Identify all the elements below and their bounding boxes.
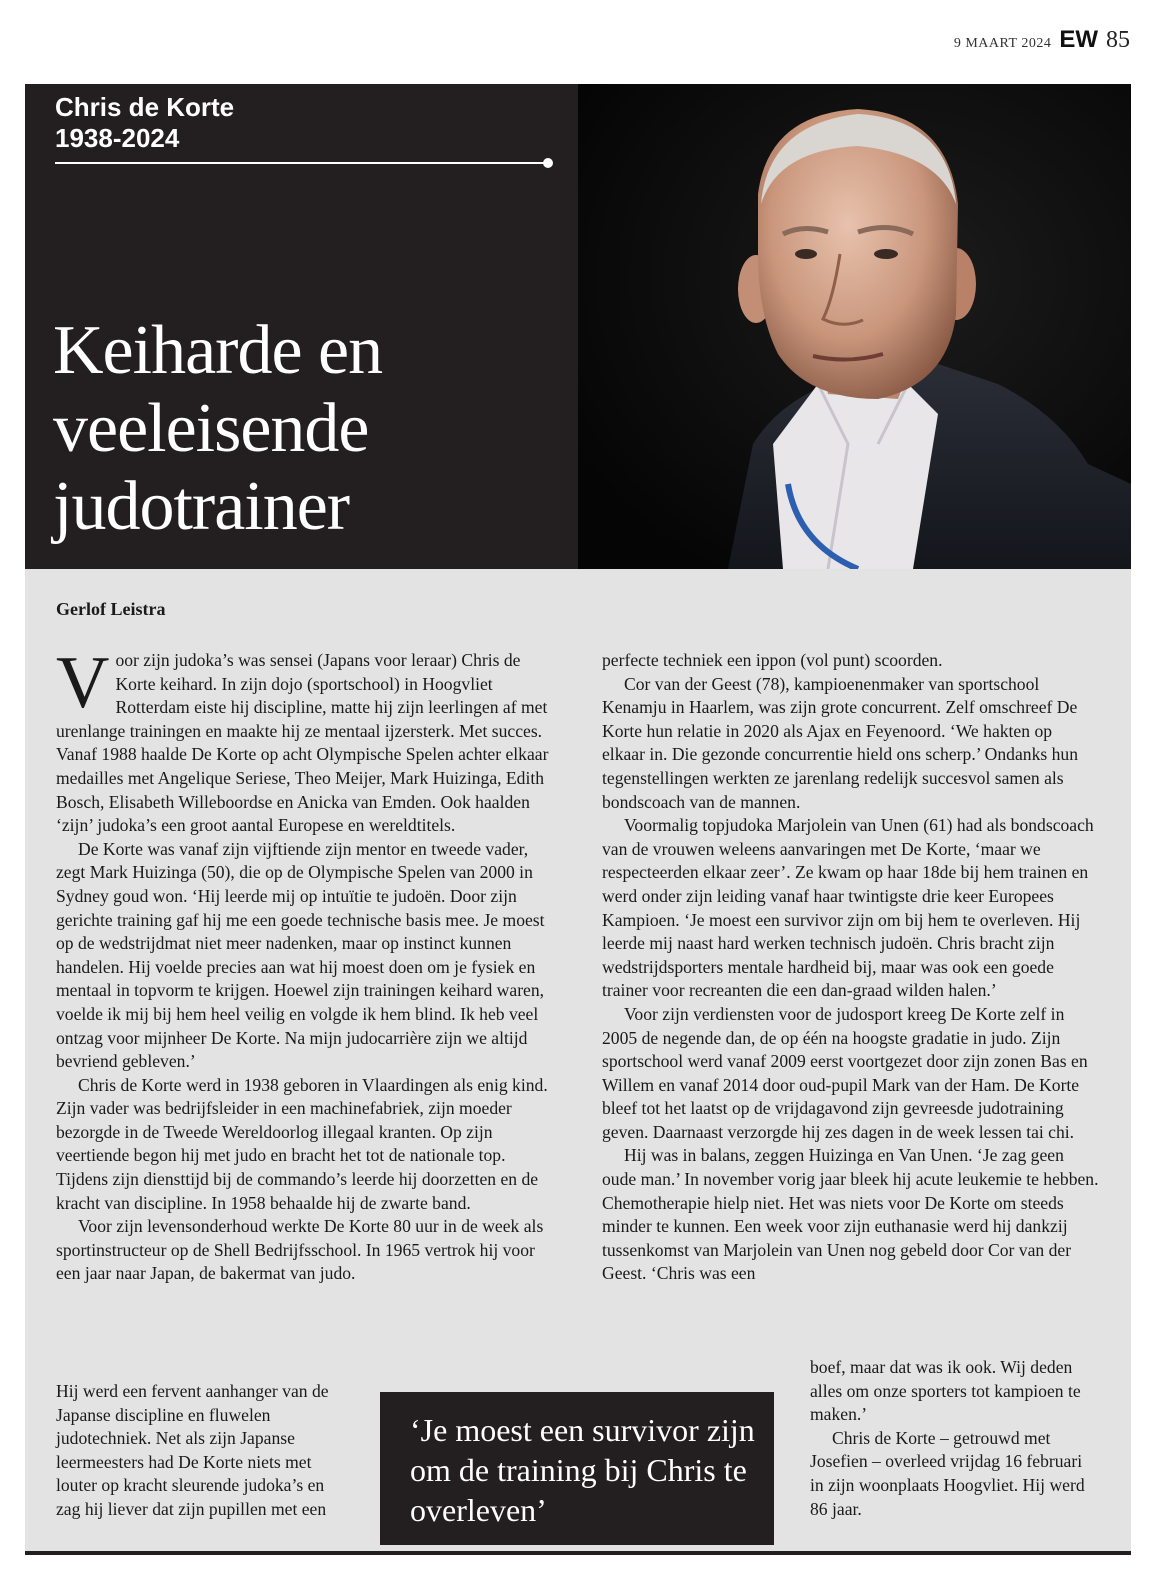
paragraph xyxy=(56,642,549,838)
column-left xyxy=(56,642,549,1286)
byline: Gerlof Leistra xyxy=(56,599,166,619)
paragraph: Voor zijn levensonderhoud werkte De Korte 80 uur in de week als sportinstructeur op de Shell Bedrijfsschool. In 1965 vertrok hij voor een jaar naar Japan, de bakermat van judo. xyxy=(56,1216,544,1284)
headline-line: judotrainer xyxy=(53,468,350,545)
paragraph: Hij werd een fervent aanhanger van de Japanse discipline en fluwelen judotechniek. Net als zijn Japanse leermeesters had De Korte niets met louter op kracht sleurende judoka’s en zag hij liever dat zijn pupillen met een xyxy=(56,1381,329,1519)
paragraph: Voormalig topjudoka Marjolein van Unen (61) had als bondscoach van de vrouwen weleens aanvaringen met De Korte, ‘maar we respecteerden elkaar zeer’. Ze kwam op haar 18de bij hem trainen en werd onder zijn leiding vanaf haar twintigste drie keer Europees Kampioen. ‘Je moest een survivor zijn om bij hem te overleven. Hij leerde mij naast hard werken technisch judoën. Chris bracht zijn wedstrijdsporters mentale hardheid bij, maar was ook een goede trainer voor recreanten die een dan-graad wilden halen.’ xyxy=(602,815,1094,1001)
hero-text-panel xyxy=(25,84,578,569)
bottom-divider xyxy=(25,1551,1131,1555)
divider-dot xyxy=(543,158,553,168)
issue-date: 9 MAART 2024 xyxy=(953,36,1052,51)
paragraph: boef, maar dat was ik ook. Wij deden alles om onze sporters tot kampioen te maken.’ xyxy=(810,1357,1081,1425)
paragraph: Cor van der Geest (78), kampioenenmaker van sportschool Kenamju in Haarlem, was zijn grote concurrent. Zelf omschreef De Korte hun relatie in 2020 als Ajax en Feyenoord. ‘We hakten op elkaar in. Die gezonde concurrentie hield ons scherp.’ Ondanks hun tegenstellingen werkten ze jarenlang redelijk succesvol samen als bondscoach van de mannen. xyxy=(602,673,1079,812)
portrait-photo xyxy=(578,84,1131,569)
headline-line: Keiharde en xyxy=(53,312,383,389)
paragraph: Chris de Korte – getrouwd met Josefien – overleed vrijdag 16 februari in zijn woonplaats Hoogvliet. Hij werd 86 jaar. xyxy=(810,1427,1085,1519)
page-number: 85 xyxy=(1106,27,1130,53)
paragraph: perfecte techniek een ippon (vol punt) scoorden. xyxy=(602,650,943,670)
dropcap: V xyxy=(56,642,110,724)
headline xyxy=(53,312,563,546)
column-right-continued xyxy=(810,1356,1100,1521)
magazine-logo: EW xyxy=(1059,26,1098,53)
kicker-name: Chris de Korte xyxy=(55,92,235,122)
kicker xyxy=(55,92,234,154)
column-right xyxy=(602,649,1099,1286)
paragraph: Voor zijn verdiensten voor de judosport kreeg De Korte zelf in 2005 de negende dan, de op één na hoogste gradatie in judo. Zijn sportschool werd vanaf 2009 eerst voortgezet door zijn zonen Bas en Willem en vanaf 2014 door oud-pupil Mark van der Ham. De Korte bleef tot het laatst op de vrijdagavond zijn gevreesde judotraining geven. Daarnaast verzorgde hij zes dagen in de week lessen tai chi. xyxy=(602,1003,1088,1142)
page-header xyxy=(954,26,1130,54)
paragraph: De Korte was vanaf zijn vijftiende zijn mentor en tweede vader, zegt Mark Huizinga (50), die op de Olympische Spelen van 2000 in Sydney goud won. ‘Hij leerde mij op intuïtie te judoën. Door zijn gerichte training gaf hij me een goede technische basis mee. Je moest op de wedstrijdmat niet meer nadenken, maar op instinct kunnen handelen. Hij voelde precies aan wat hij moest doen om je fysiek en mentaal in topvorm te krijgen. Hoewel zijn trainingen keihard waren, voelde ik mij bij hem heel veilig en volgde ik hem blind. Ik heb veel ontzag voor mijnheer De Korte. Na mijn judocarrière zijn we altijd bevriend gebleven.’ xyxy=(56,838,545,1072)
portrait-illustration xyxy=(578,84,1131,569)
pull-quote: ‘Je moest een survivor zijn om de training bij Chris te overleven’ xyxy=(410,1412,755,1528)
paragraph: Chris de Korte werd in 1938 geboren in Vlaardingen als enig kind. Zijn vader was bedrijfsleider in een machinefabriek, zijn moeder bezorgde in de Tweede Wereldoorlog illegaal kranten. Op zijn veertiende begon hij met judo en bracht het tot de nationale top. Tijdens zijn diensttijd bij de commando’s leerde hij doorzetten en de kracht van discipline. In 1958 behaalde hij de zwarte band. xyxy=(56,1074,548,1213)
pull-quote-box xyxy=(380,1392,774,1545)
kicker-divider xyxy=(55,162,547,164)
headline-line: veeleisende xyxy=(53,390,369,467)
article-body xyxy=(25,569,1131,1551)
paragraph: Hij was in balans, zeggen Huizinga en Van Unen. ‘Je zag geen oude man.’ In november vorig jaar bleek hij acute leukemie te hebben. Chemotherapie hielp niet. Het was niets voor De Korte om steeds minder te kunnen. Een week voor zijn euthanasie werd hij dankzij tussenkomst van Marjolein van Unen nog gebeld door Cor van der Geest. ‘Chris was een xyxy=(602,1145,1099,1284)
hero-banner xyxy=(25,84,1131,569)
kicker-years: 1938-2024 xyxy=(55,123,180,153)
column-left-continued xyxy=(56,1380,331,1522)
paragraph-text: oor zijn judoka’s was sensei (Japans voor leraar) Chris de Korte keihard. In zijn dojo (sportschool) in Hoogvliet Rotterdam eiste hij discipline, matte hij zijn leerlingen af met urenlange trainingen en maakte hij ze mentaal ijzersterk. Met succes. Vanaf 1988 haalde De Korte op acht Olympische Spelen achter elkaar medailles met Angelique Seriese, Theo Meijer, Mark Huizinga, Edith Bosch, Elisabeth Willeboordse en Anicka van Emden. Ook haalden ‘zijn’ judoka’s een groot aantal Europese en wereldtitels. xyxy=(56,650,549,836)
